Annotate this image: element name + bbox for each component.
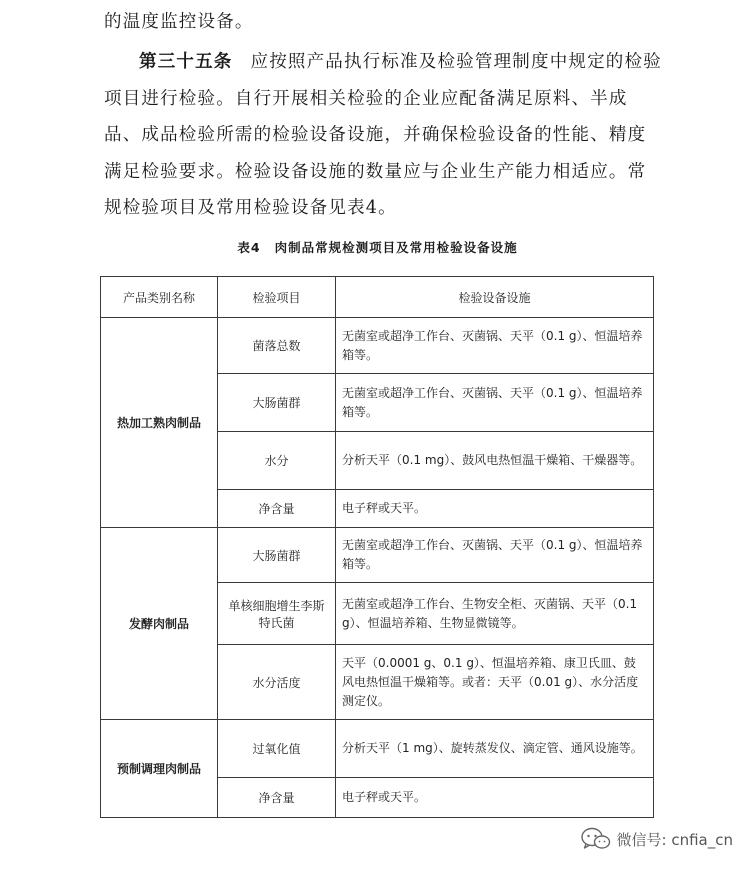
table-row — [101, 318, 654, 374]
equipment-cell: 天平（0.0001 g、0.1 g）、恒温培养箱、康卫氏皿、鼓风电热恒温干燥箱等。或者：天平（0.01 g）、水分活度测定仪。 — [336, 645, 654, 720]
equipment-cell: 分析天平（1 mg）、旋转蒸发仪、滴定管、通风设施等。 — [336, 720, 654, 778]
article-35-paragraph — [104, 44, 664, 227]
equipment-cell: 分析天平（0.1 mg）、鼓风电热恒温干燥箱、干燥器等。 — [336, 432, 654, 490]
watermark-text: 微信号: cnfia_cn — [616, 830, 733, 849]
category-cell: 发酵肉制品 — [101, 528, 218, 720]
article-text: 应按照产品执行标准及检验管理制度中规定的检验项目进行检验。自行开展相关检验的企业应配备满足原料、半成品、成品检验所需的检验设备设施，并确保检验设备的性能、精度满足检验要求。检验设备设施的数量应与企业生产能力相适应。常规检验项目及常用检验设备见表4。 — [104, 52, 662, 218]
category-cell: 预制调理肉制品 — [101, 720, 218, 818]
item-cell: 大肠菌群 — [218, 374, 336, 432]
equipment-cell: 电子秤或天平。 — [336, 490, 654, 528]
table-row — [101, 528, 654, 583]
item-cell: 净含量 — [218, 490, 336, 528]
item-cell: 单核细胞增生李斯特氏菌 — [218, 583, 336, 645]
table-caption-number: 表4 — [237, 240, 261, 255]
equipment-cell: 电子秤或天平。 — [336, 778, 654, 818]
category-cell: 热加工熟肉制品 — [101, 318, 218, 528]
inspection-equipment-table — [100, 276, 654, 818]
equipment-cell: 无菌室或超净工作台、灭菌锅、天平（0.1 g）、恒温培养箱等。 — [336, 374, 654, 432]
wechat-icon — [581, 827, 611, 851]
item-cell: 过氧化值 — [218, 720, 336, 778]
item-cell: 水分 — [218, 432, 336, 490]
item-cell: 菌落总数 — [218, 318, 336, 374]
equipment-cell: 无菌室或超净工作台、灭菌锅、天平（0.1 g）、恒温培养箱等。 — [336, 528, 654, 583]
item-cell: 水分活度 — [218, 645, 336, 720]
table-header-row — [101, 277, 654, 318]
equipment-cell: 无菌室或超净工作台、生物安全柜、灭菌锅、天平（0.1 g）、恒温培养箱、生物显微镜等。 — [336, 583, 654, 645]
header-category: 产品类别名称 — [101, 277, 218, 318]
paragraph-continued: 的温度监控设备。 — [104, 12, 254, 32]
article-label: 第三十五条 — [139, 52, 233, 72]
table-caption-title: 肉制品常规检测项目及常用检验设备设施 — [274, 240, 518, 255]
header-item: 检验项目 — [218, 277, 336, 318]
wechat-watermark — [581, 827, 733, 851]
item-cell: 大肠菌群 — [218, 528, 336, 583]
item-cell: 净含量 — [218, 778, 336, 818]
header-equipment: 检验设备设施 — [336, 277, 654, 318]
equipment-cell: 无菌室或超净工作台、灭菌锅、天平（0.1 g）、恒温培养箱等。 — [336, 318, 654, 374]
table-row — [101, 720, 654, 778]
table-caption — [0, 238, 755, 256]
